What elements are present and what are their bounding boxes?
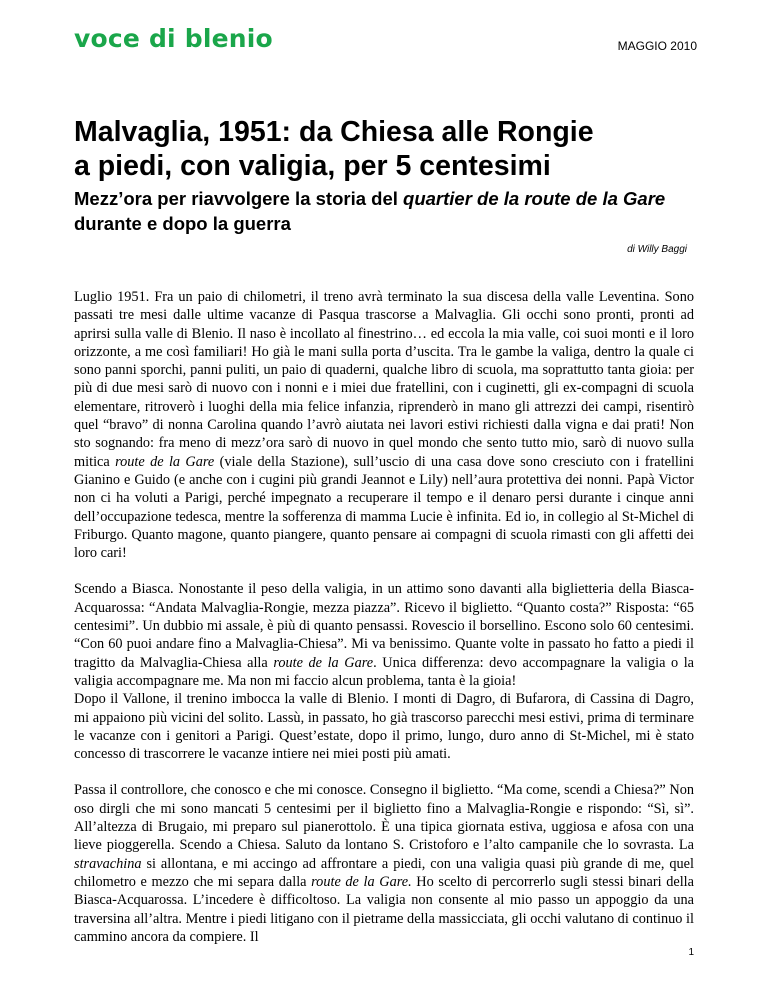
issue-date: MAGGIO 2010 — [617, 39, 697, 53]
paragraph-1-text-end: (viale della Stazione), sull’uscio di una casa dove sono cresciuto con i fratellini Gianino e Guido (e anche con i cugini più grandi Jeannot e Lily) nell’aura protettiva dei nonni. Papà Victor non ci ha voluti a Parigi, perché impegnato a recuperare il tempo e il denaro persi durante i cinque anni dell’occupazione tedesca, mentre la sofferenza di mamma Lucie è infinita. Ed io, in collegio al St-Michel di Friburgo. Quanto magone, quanto piangere, quanto pensare ai compagni di scuola rimasti con gli affetti dei loro cari! — [74, 453, 694, 562]
paragraph-4-text-end: Ho scelto di percorrerlo sugli stessi binari della Biasca-Acquarossa. L’incedere è difficoltoso. La valigia non consente al mio passo un appoggio da una traversina all’altra. Mentre i piedi litigano con il pietrame della massicciata, gli occhi valutano di continuo il cammino ancora da compiere. Il — [74, 873, 694, 945]
paragraph-4-italic-2: route de la Gare. — [311, 873, 412, 890]
paragraph-4-italic: stravachina — [74, 855, 142, 872]
paragraph-4 — [74, 781, 694, 946]
article-title-line-2: a piedi, con valigia, per 5 centesimi — [74, 150, 551, 182]
subtitle-italic-text: quartier de la route de la Gare — [403, 188, 666, 209]
author-byline: di Willy Baggi — [627, 244, 687, 255]
masthead-logo: voce di blenio — [74, 24, 273, 53]
paragraph-1-italic: route de la Gare — [115, 453, 215, 470]
paragraph-2-italic: route de la Gare — [273, 654, 374, 671]
article-title-line-1: Malvaglia, 1951: da Chiesa alle Rongie — [74, 116, 594, 148]
page-number: 1 — [688, 947, 694, 958]
paragraph-1 — [74, 288, 694, 562]
subtitle-text: Mezz’ora per riavvolgere la storia del — [74, 188, 404, 209]
paragraph-1-text: Luglio 1951. Fra un paio di chilometri, il treno avrà terminato la sua discesa della valle Leventina. Sono passati tre mesi dalle ultime vacanze di Pasqua trascorse a Malvaglia. Gli occhi sono pronti, pronti ad aprirsi sulla valle di Blenio. Il naso è incollato al finestrino… ed eccola la mia valle, coi suoi monti e il loro orizzonte, a me così familiari! Ho già le mani sulla porta d’uscita. Tra le gambe la valiga, dentro la quale ci sono panni sporchi, panni puliti, un paio di quaderni, qualche libro di scuola, ma soprattutto tanta gioia: per più di due mesi sarò di nuovo con i nonni e i miei due fratellini, con i cuginetti, gli ex-compagni di scuola elementare, ritroverò i luoghi della mia felice infanzia, riprenderò in mano gli attrezzi dei campi, risentirò quel “bravo” di nonna Carolina quando l’avrò aiutata nei lavori estivi richiesti dalla vigna e dai prati! Non sto sognando: fra meno di mezz’ora sarò di nuovo in quel mondo che sento tutto mio, sarò di nuovo sulla mitica — [74, 289, 694, 470]
article-title — [74, 115, 714, 183]
paragraph-2-text-end: . Unica differenza: devo accompagnare la valigia o la valigia accompagnare me. Ma non mi faccio alcun problema, tanta è la gioia! — [74, 654, 695, 689]
paragraph-4-text-mid: si allontana, e mi accingo ad affrontare a piedi, con una valigia quasi più grande di me, quel chilometro e mezzo che mi separa dalla — [74, 855, 694, 890]
paragraph-3: Dopo il Vallone, il trenino imbocca la valle di Blenio. I monti di Dagro, di Bufarora, di Cassina di Dagro, mi appaiono più vicini del solito. Lassù, in passato, ho già trascorso parecchi mesi estivi, prima di terminare le vacanze con i genitori a Parigi. Quest’estate, dopo il primo, lungo, duro anno di St-Michel, mi è stato concesso di trascorrere le vacanze intiere nei miei posti più amati. — [74, 691, 694, 763]
paragraph-2-text: Scendo a Biasca. Nonostante il peso della valigia, in un attimo sono davanti alla biglietteria della Biasca-Acquarossa: “Andata Malvaglia-Rongie, mezza piazza”. Ricevo il biglietto. “Quanto costa?” Risposta: “65 centesimi”. Un dubbio mi assale, è più di quanto pensassi. Rovescio il borsellino. Escono solo 60 centesimi. “Con 60 puoi andare fino a Malvaglia-Chiesa”. Mi va benissimo. Quante volte in passato ho fatto a piedi il tragitto da Malvaglia-Chiesa alla — [74, 581, 694, 671]
article-body — [74, 288, 694, 964]
article-subtitle — [74, 186, 714, 236]
subtitle-text-end: durante e dopo la guerra — [74, 213, 291, 234]
paragraph-4-text: Passa il controllore, che conosco e che mi conosce. Consegno il biglietto. “Ma come, scendi a Chiesa?” Non oso dirgli che mi sono mancati 5 centesimi per il biglietto fino a Malvaglia-Rongie e rispondo: “Sì, sì”. All’altezza di Brugaio, mi preparo sul pianerottolo. È una tipica giornata estiva, uggiosa e afosa con una lieve pioggerella. Scendo a Chiesa. Saluto da lontano S. Cristoforo e l’alto campanile che lo sovrasta. La — [74, 782, 694, 854]
paragraph-2 — [74, 580, 694, 690]
